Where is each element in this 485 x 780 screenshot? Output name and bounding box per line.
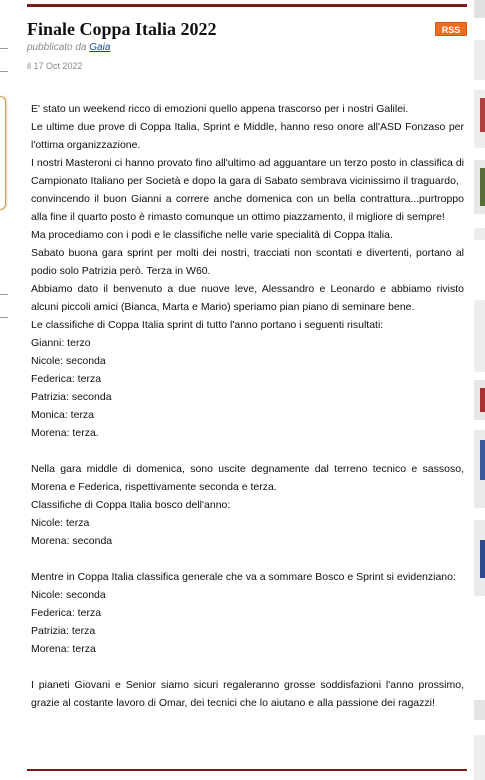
post-byline [27,42,110,53]
post-title[interactable]: Finale Coppa Italia 2022 [27,19,217,39]
body-paragraph: Le ultime due prove di Coppa Italia, Sprint e Middle, hanno reso onore all'ASD Fonzaso per l'ottima organizzazione. [31,121,464,151]
body-paragraph: Gianni: terzo [31,337,91,349]
body-paragraph: Sabato buona gara sprint per molti dei nostri, tracciati non scontati e divertenti, portano al podio solo Patrizia però. Terza in W60. [31,247,464,277]
sidebar-widget-edge [474,0,485,18]
sidebar-divider [0,71,8,72]
paragraph-spacer [31,442,464,460]
body-paragraph: Monica: terza [31,409,95,421]
sidebar-widget-edge [474,228,485,240]
paragraph-spacer [31,550,464,568]
sidebar-thumbnail[interactable] [480,388,485,412]
body-paragraph: Classifiche di Coppa Italia bosco dell'anno: [31,499,231,511]
sidebar-divider [0,317,8,318]
body-paragraph: Patrizia: terza [31,625,96,637]
author-link[interactable]: Gaia [89,42,111,53]
sidebar-widget-edge [474,735,485,780]
rss-button[interactable]: RSS [435,22,467,36]
body-paragraph: Morena: seconda [31,535,113,547]
body-paragraph: Federica: terza [31,373,102,385]
blog-post [27,0,467,780]
post-bottom-divider [27,769,467,771]
sidebar-panel-edge [0,96,6,210]
body-paragraph: Morena: terza. [31,427,99,439]
body-paragraph: Le classifiche di Coppa Italia sprint di tutto l'anno portano i seguenti risultati: [31,319,384,331]
sidebar-thumbnail[interactable] [480,540,485,578]
body-paragraph: Federica: terza [31,607,102,619]
body-paragraph: Nicole: terza [31,517,90,529]
body-paragraph: Nicole: seconda [31,355,106,367]
body-paragraph: I pianeti Giovani e Senior siamo sicuri regaleranno grosse soddisfazioni l'anno prossimo, grazie al costante lavoro di Omar, dei tecnici che lo aiutano e alla passione dei ragazzi! [31,679,464,709]
body-paragraph: Ma procediamo con i podi e le classifiche nelle varie specialità di Coppa Italia. [31,229,393,241]
body-paragraph: Morena: terza [31,643,96,655]
body-paragraph: Patrizia: seconda [31,391,112,403]
body-paragraph: I nostri Masteroni ci hanno provato fino all'ultimo ad agguantare un terzo posto in classifica di Campionato Italiano per Società e dopo la gara di Sabato sembrava vicinissimo il traguardo, [31,157,464,187]
body-paragraph: Nella gara middle di domenica, sono uscite degnamente dal terreno tecnico e sassoso, Morena e Federica, rispettivamente seconda e terza. [31,463,464,493]
sidebar-widget-edge [474,40,485,80]
sidebar-thumbnail[interactable] [480,168,485,206]
body-paragraph: Abbiamo dato il benvenuto a due nuove leve, Alessandro e Leonardo e abbiamo rivisto alcuni piccoli amici (Bianca, Marta e Mario) speriamo pian piano di seminare bene. [31,283,464,313]
sidebar-divider [0,48,8,49]
body-paragraph: E' stato un weekend ricco di emozioni quello appena trascorso per i nostri Galilei. [31,103,409,115]
sidebar-thumbnail[interactable] [480,98,485,132]
post-top-divider [27,4,467,7]
byline-prefix: pubblicato da [27,42,87,53]
paragraph-spacer [31,658,464,676]
body-paragraph: Mentre in Coppa Italia classifica generale che va a sommare Bosco e Sprint si evidenziano: [31,571,456,583]
sidebar-widget-edge [474,300,485,372]
body-paragraph: Nicole: seconda [31,589,106,601]
sidebar-divider [0,294,8,295]
right-sidebar-edge [474,0,485,780]
sidebar-thumbnail[interactable] [480,440,485,480]
post-date: il 17 Oct 2022 [27,61,83,71]
body-paragraph: convincendo il buon Gianni a correre anche domenica con un bella contrattura...purtroppo alla fine il quarto posto è rimasto comunque un ottimo piazzamento, il migliore di sempre! [31,193,464,223]
left-sidebar-edge [0,0,8,780]
post-body [31,100,464,712]
sidebar-widget-edge [474,700,485,720]
